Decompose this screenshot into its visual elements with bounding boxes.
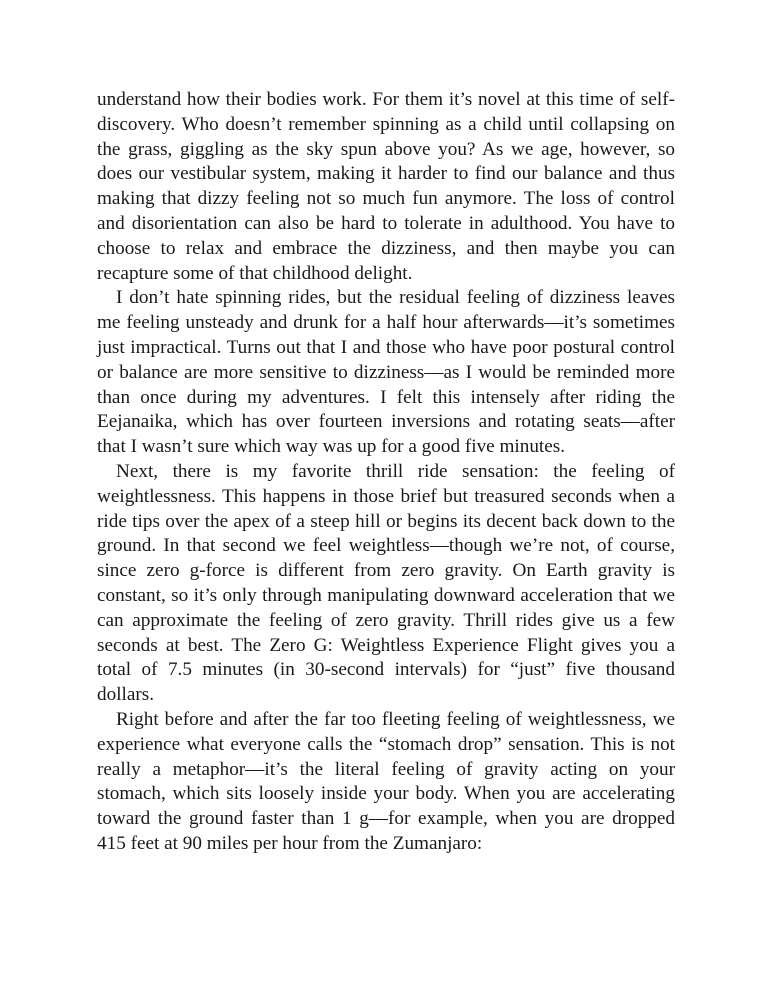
paragraph-weightlessness: Next, there is my favorite thrill ride sensation: the feeling of weightlessness. This happens in those brief but treasured seconds when a ride tips over the apex of a steep hill or begins its decent back down to the ground. In that second we feel weightless—though we’re not, of course, since zero g-force is different from zero gravity. On Earth gravity is constant, so it’s only through manipulating downward acceleration that we can approximate the feeling of zero gravity. Thrill rides give us a few seconds at best. The Zero G: Weightless Experience Flight gives you a total of 7.5 minutes (in 30-second intervals) for “just” five thousand dollars.	[97, 460, 675, 706]
paragraph-childhood-spinning: understand how their bodies work. For them it’s novel at this time of self-discovery. Who doesn’t remember spinning as a child until collapsing on the grass, giggling as the sky spun above you? As we age, however, so does our vestibular system, making it harder to find our balance and thus making that dizzy feeling not so much fun anymore. The loss of control and disorientation can also be hard to tolerate in adulthood. You have to choose to relax and embrace the dizziness, and then maybe you can recapture some of that childhood delight.	[97, 89, 675, 284]
paragraph-spinning-rides: I don’t hate spinning rides, but the residual feeling of dizziness leaves me feeling unsteady and drunk for a half hour afterwards—it’s sometimes just impractical. Turns out that I and those who have poor postural control or balance are more sensitive to dizziness—as I would be reminded more than once during my adventures. I felt this intensely after riding the Eejanaika, which has over fourteen inversions and rotating seats—after that I wasn’t sure which way was up for a good five minutes.	[97, 287, 675, 458]
book-page	[97, 88, 675, 857]
paragraph-stomach-drop: Right before and after the far too fleeting feeling of weightlessness, we experience what everyone calls the “stomach drop” sensation. This is not really a metaphor—it’s the literal feeling of gravity acting on your stomach, which sits loosely inside your body. When you are accelerating toward the ground faster than 1 g—for example, when you are dropped 415 feet at 90 miles per hour from the Zumanjaro:	[97, 708, 675, 854]
